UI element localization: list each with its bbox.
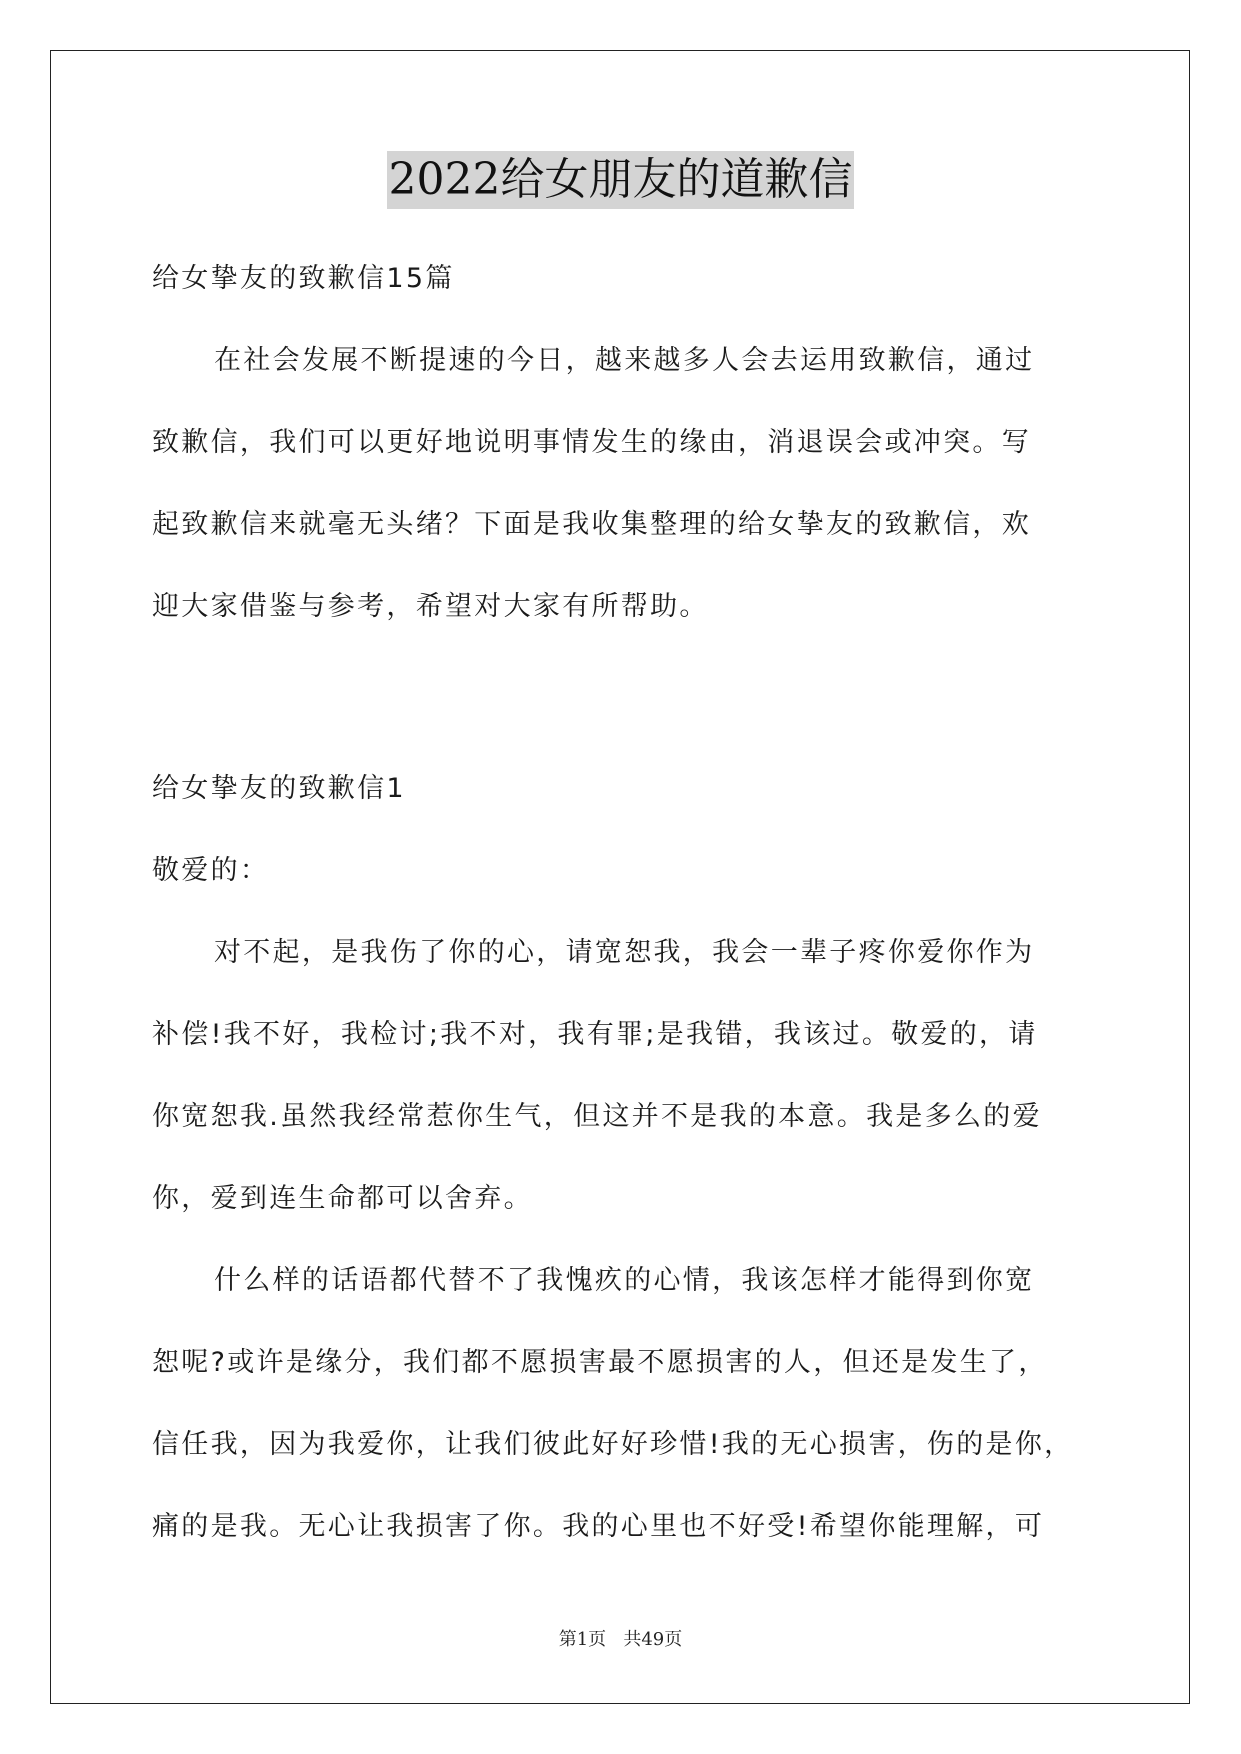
document-body [152,238,1097,1568]
intro-line: 在社会发展不断提速的今日，越来越多人会去运用致歉信，通过 [214,345,1035,376]
paragraph-line: 恕呢?或许是缘分，我们都不愿损害最不愿损害的人，但还是发生了， [152,1347,1048,1378]
paragraph-line: 你宽恕我.虽然我经常惹你生气，但这并不是我的本意。我是多么的爱 [152,1101,1042,1132]
section-heading: 给女挚友的致歉信1 [152,773,406,804]
title-wrapper [0,151,1241,209]
paragraph-line: 痛的是我。无心让我损害了你。我的心里也不好受!希望你能理解，可 [152,1511,1045,1542]
intro-line: 起致歉信来就毫无头绪？下面是我收集整理的给女挚友的致歉信，欢 [152,509,1031,540]
intro-line: 致歉信，我们可以更好地说明事情发生的缘由，消退误会或冲突。写 [152,427,1031,458]
page-footer [0,1625,1241,1651]
document-subtitle: 给女挚友的致歉信15篇 [152,263,455,294]
page-number-current: 第1页 [558,1629,607,1650]
intro-line: 迎大家借鉴与参考，希望对大家有所帮助。 [152,591,709,622]
paragraph-line: 信任我，因为我爱你，让我们彼此好好珍惜!我的无心损害，伤的是你， [152,1429,1074,1460]
paragraph-line: 什么样的话语都代替不了我愧疚的心情，我该怎样才能得到你宽 [214,1265,1035,1296]
footer-spacer [606,1629,623,1650]
section-gap [152,648,1097,748]
salutation: 敬爱的： [152,855,270,886]
paragraph-line: 你，爱到连生命都可以舍弃。 [152,1183,533,1214]
paragraph-line: 补偿!我不好，我检讨;我不对，我有罪;是我错，我该过。敬爱的，请 [152,1019,1038,1050]
page-number-total: 共49页 [623,1629,683,1650]
paragraph-line: 对不起，是我伤了你的心，请宽恕我，我会一辈子疼你爱你作为 [214,937,1035,968]
document-title: 2022给女朋友的道歉信 [387,151,855,209]
